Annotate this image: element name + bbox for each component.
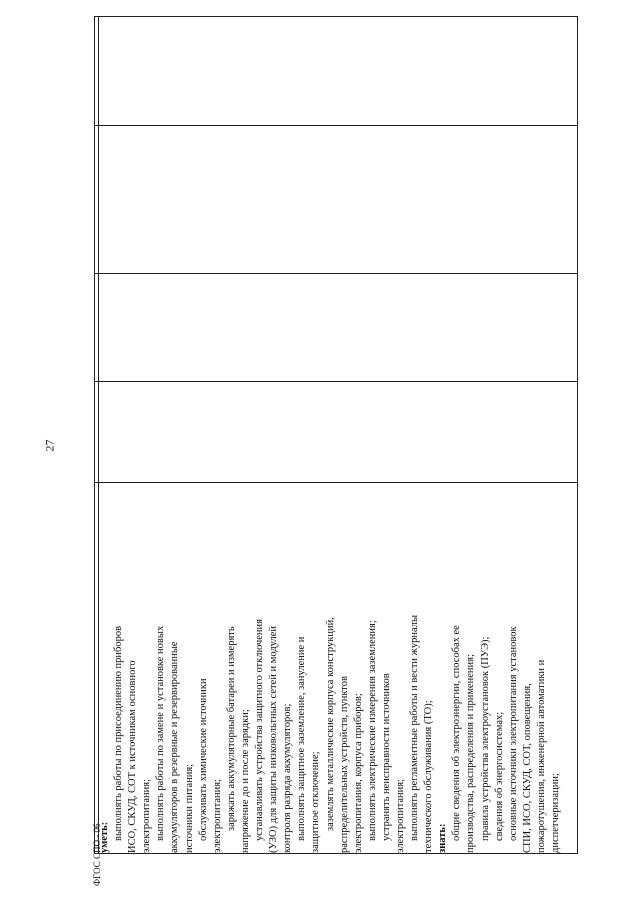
- requirement-line: распределительных устройств, пунктов: [338, 676, 350, 853]
- requirement-line: правила устройства электроустановок (ПУЭ);: [479, 636, 491, 841]
- requirement-line: пожаротушения, инженерной автоматики и: [535, 659, 547, 853]
- requirement-line: устанавливать устройства защитного отключения: [254, 619, 266, 841]
- requirement-line: электропитания;: [211, 779, 223, 853]
- requirement-line: технического обслуживания (ТО);: [423, 700, 435, 853]
- requirement-line: электропитания;: [141, 779, 153, 853]
- row-divider: [95, 381, 577, 382]
- requirement-line: выполнять работы по замене и установке новых: [155, 625, 167, 841]
- requirement-line: обслуживать химические источники: [197, 678, 209, 841]
- footer-label: ФГОС СПО - 06: [92, 823, 102, 886]
- requirement-line: ИСО, СКУД, СОТ к источникам основного: [127, 660, 139, 853]
- row-divider: [95, 273, 577, 274]
- competency-cell-text: [98, 475, 568, 853]
- requirement-line: основные источники электропитания установок: [507, 626, 519, 841]
- section-heading: знать:: [437, 823, 449, 853]
- requirement-line: заряжать аккумуляторные батареи и измерять: [225, 626, 237, 831]
- requirement-line: (УЗО) для защиты низковольтных сетей и модулей: [268, 626, 280, 853]
- requirement-line: производства, распределения и применения;: [465, 654, 477, 853]
- page-number: 27: [42, 439, 57, 452]
- requirement-line: выполнять защитное заземление, зануление и: [296, 636, 308, 841]
- requirement-line: аккумуляторов в резервные и резервированные: [169, 641, 181, 853]
- requirement-line: диспетчеризации;: [550, 773, 561, 853]
- requirement-line: выполнять регламентные работы и вести журналы: [409, 614, 421, 841]
- section-heading: уметь:: [99, 821, 110, 853]
- requirement-line: общие сведения об электроэнергии, способах ее: [451, 625, 463, 841]
- row-divider: [95, 125, 577, 126]
- requirement-line: выполнять электрические измерения заземления;: [366, 620, 378, 841]
- requirement-line: СПИ, ИСО, СКУД, СОТ, оповещения,: [521, 683, 533, 853]
- requirement-line: защитное отключение;: [310, 751, 322, 853]
- requirement-line: электропитания;: [394, 779, 406, 853]
- requirement-line: выполнять работы по присоединению приборов: [113, 625, 125, 841]
- requirement-line: сведения об энергосистемах;: [493, 711, 505, 841]
- requirement-line: электропитания, корпуса приборов;: [352, 693, 364, 853]
- requirement-line: контроля разряда аккумуляторов;: [282, 703, 294, 853]
- requirement-line: устранять неисправности источников: [380, 673, 392, 841]
- requirement-line: напряжение до и после зарядки;: [239, 709, 251, 853]
- requirement-line: заземлять металлические корпуса конструкций,: [324, 617, 336, 831]
- requirement-line: источники питания;: [183, 763, 195, 853]
